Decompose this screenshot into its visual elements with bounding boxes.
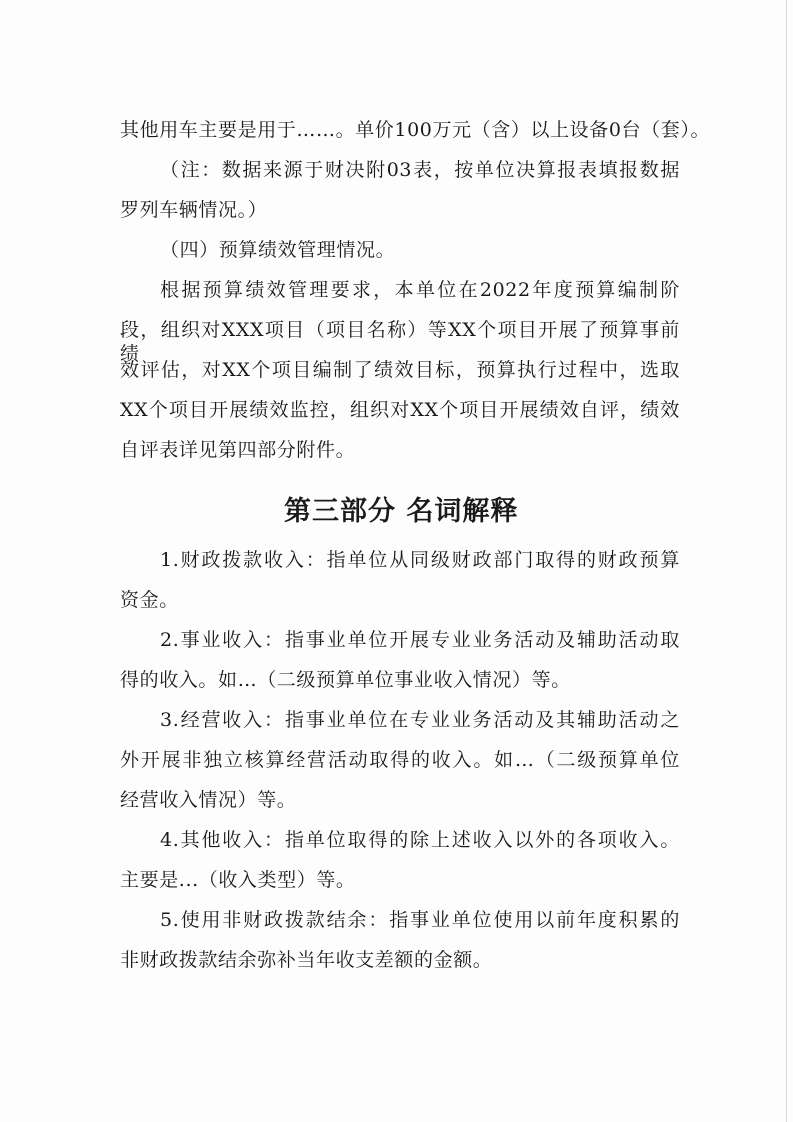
definition-5-line-2: 非财政拨款结余弥补当年收支差额的金额。 [120,949,493,971]
definition-3-line-3: 经营收入情况）等。 [120,789,297,811]
definition-3-line-1: 3.经营收入：指事业单位在专业业务活动及其辅助活动之 [160,709,680,731]
definition-2-line-1: 2.事业收入：指事业单位开展专业业务活动及辅助活动取 [160,629,680,651]
performance-line-5: 自评表详见第四部分附件。 [120,439,356,461]
note-line-1: （注：数据来源于财决附03表，按单位决算报表填报数据 [160,159,680,181]
subheading-performance: （四）预算绩效管理情况。 [160,239,396,261]
definition-1-line-2: 资金。 [120,589,179,611]
definition-2-line-2: 得的收入。如…（二级预算单位事业收入情况）等。 [120,669,571,691]
definition-4-line-1: 4.其他收入：指单位取得的除上述收入以外的各项收入。 [160,829,680,851]
performance-line-1: 根据预算绩效管理要求，本单位在2022年度预算编制阶 [160,279,680,301]
note-line-2: 罗列车辆情况。） [120,199,268,221]
vehicle-usage-line: 其他用车主要是用于……。单价100万元（含）以上设备0台（套）。 [120,119,711,141]
scan-edge-line [786,0,787,1122]
definition-1-line-1: 1.财政拨款收入：指单位从同级财政部门取得的财政预算 [160,549,680,571]
definition-3-line-2: 外开展非独立核算经营活动取得的收入。如…（二级预算单位 [120,749,680,771]
performance-line-3: 效评估，对XX个项目编制了绩效目标，预算执行过程中，选取 [120,359,680,381]
definition-4-line-2: 主要是...（收入类型）等。 [120,869,356,891]
performance-line-4: XX个项目开展绩效监控，组织对XX个项目开展绩效自评，绩效 [120,399,680,421]
performance-line-2: 段，组织对XXX项目（项目名称）等XX个项目开展了预算事前绩 [120,319,680,365]
definition-5-line-1: 5.使用非财政拨款结余：指事业单位使用以前年度积累的 [160,909,680,931]
section-title: 第三部分 名词解释 [284,496,519,527]
